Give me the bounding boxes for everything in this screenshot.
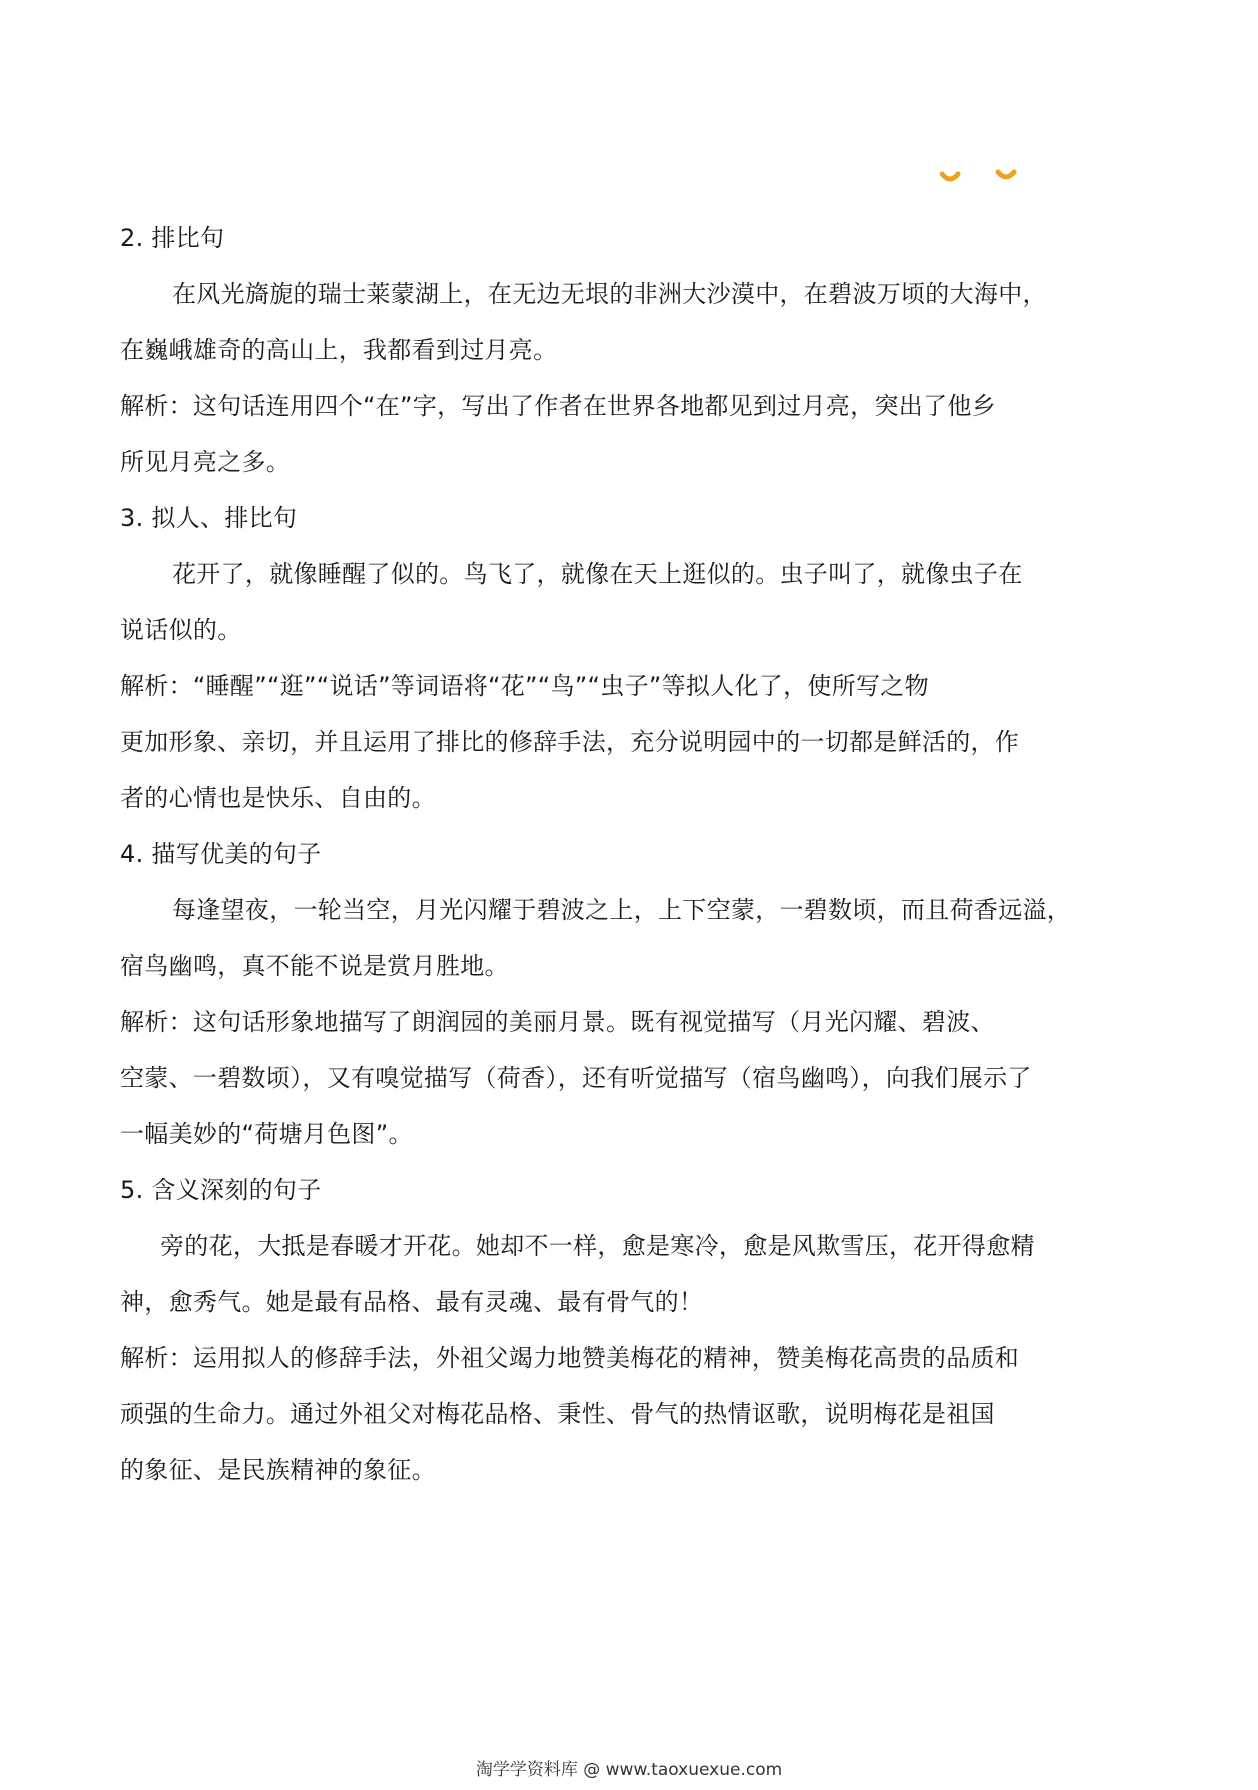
footer-watermark: 淘学学资料库 @ www.taoxuexue.com: [475, 1760, 783, 1780]
example-line: 每逢望夜，一轮当空，月光闪耀于碧波之上，上下空蒙，一碧数顷，而且荷香远溢，: [172, 896, 1072, 924]
section-heading: 2. 排比句: [120, 224, 225, 252]
analysis-line: 空蒙、一碧数顷），又有嗅觉描写（荷香），还有听觉描写（宿鸟幽鸣），向我们展示了: [120, 1064, 1032, 1092]
example-line: 在巍峨雄奇的高山上，我都看到过月亮。: [120, 336, 558, 364]
analysis-line: 一幅美妙的“荷塘月色图”。: [120, 1120, 413, 1148]
analysis-line: 解析：运用拟人的修辞手法，外祖父竭力地赞美梅花的精神，赞美梅花高贵的品质和: [120, 1344, 1020, 1372]
document-body: [120, 210, 1080, 1498]
example-line: 花开了，就像睡醒了似的。鸟飞了，就像在天上逛似的。虫子叫了，就像虫子在: [172, 560, 1023, 588]
analysis-line: 解析：这句话连用四个“在”字，写出了作者在世界各地都见到过月亮，突出了他乡: [120, 392, 996, 420]
analysis-line: 者的心情也是快乐、自由的。: [120, 784, 436, 812]
analysis-line: 所见月亮之多。: [120, 448, 291, 476]
moon-decoration-icon: [940, 168, 1020, 188]
analysis-line: 解析：“睡醒”“逛”“说话”等词语将“花”“鸟”“虫子”等拟人化了，使所写之物: [120, 672, 929, 700]
example-line: 神，愈秀气。她是最有品格、最有灵魂、最有骨气的！: [120, 1288, 704, 1316]
section-heading: 3. 拟人、排比句: [120, 504, 298, 532]
example-line: 宿鸟幽鸣，真不能不说是赏月胜地。: [120, 952, 509, 980]
section-heading: 5. 含义深刻的句子: [120, 1176, 322, 1204]
analysis-line: 解析：这句话形象地描写了朗润园的美丽月景。既有视觉描写（月光闪耀、碧波、: [120, 1008, 995, 1036]
section-heading: 4. 描写优美的句子: [120, 840, 322, 868]
example-line: 旁的花，大抵是春暖才开花。她却不一样，愈是寒冷，愈是风欺雪压，花开得愈精: [160, 1232, 1035, 1260]
analysis-line: 更加形象、亲切，并且运用了排比的修辞手法，充分说明园中的一切都是鲜活的，作: [120, 728, 1020, 756]
example-line: 在风光旖旎的瑞士莱蒙湖上，在无边无垠的非洲大沙漠中，在碧波万顷的大海中，: [172, 280, 1047, 308]
example-line: 说话似的。: [120, 616, 242, 644]
analysis-line: 顽强的生命力。通过外祖父对梅花品格、秉性、骨气的热情讴歌，说明梅花是祖国: [120, 1400, 995, 1428]
analysis-line: 的象征、是民族精神的象征。: [120, 1456, 436, 1484]
